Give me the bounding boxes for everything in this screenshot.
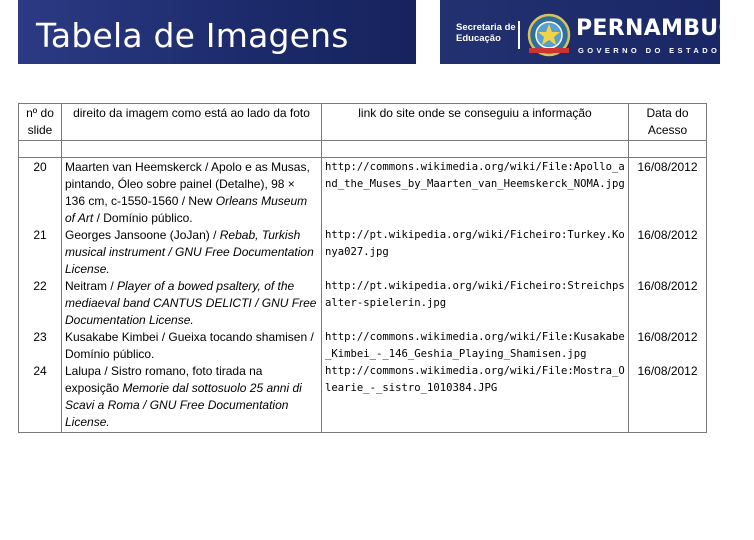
column-header-date: Data do Acesso (629, 104, 707, 141)
brand-name: PERNAMBUCO (576, 16, 754, 41)
date-cell (629, 158, 707, 433)
rights-text: Georges Jansoone (JoJan) / (65, 228, 220, 242)
rights-text: Maarten van Heemskerck / Apolo e as Musas, pintando, Óleo sobre painel (Detalhe), 98 × 136 cm, c-1550-1560 / New (65, 160, 310, 208)
rights-text-italic: Rebab, Turkish musical instrument / GNU Free Documentation License. (65, 228, 314, 276)
source-link[interactable]: http://pt.wikipedia.org/wiki/Ficheiro:Streichpsalter-spielerin.jpg (325, 280, 625, 309)
access-date: 16/08/2012 (637, 364, 698, 378)
source-link[interactable]: http://pt.wikipedia.org/wiki/Ficheiro:Turkey.Konya027.jpg (325, 229, 625, 258)
source-link[interactable]: http://commons.wikimedia.org/wiki/File:Mostra_Olearie_-_sistro_1010384.JPG (325, 365, 625, 394)
slide-numbers-cell (19, 158, 62, 433)
rights-text: / Domínio público. (93, 211, 193, 225)
slide-number: 23 (33, 330, 47, 344)
logo-divider (518, 21, 520, 49)
page-title: Tabela de Imagens (36, 16, 349, 55)
slide-number: 20 (33, 160, 47, 174)
rights-text: Lalupa / Sistro romano, foto tirada na exposição (65, 364, 263, 395)
access-date: 16/08/2012 (637, 279, 698, 293)
rights-text-italic: Orleans Museum of Art (65, 194, 308, 225)
access-date: 16/08/2012 (637, 160, 698, 174)
rights-cell (62, 158, 322, 433)
slide-number: 24 (33, 364, 47, 378)
slide-number: 22 (33, 279, 47, 293)
access-date: 16/08/2012 (637, 330, 698, 344)
slide-number: 21 (33, 228, 47, 242)
access-date: 16/08/2012 (637, 228, 698, 242)
secretaria-line-1: Secretaria de (456, 22, 516, 33)
spacer-cell (629, 141, 707, 158)
rights-entry (65, 363, 318, 431)
table-header-row (19, 104, 707, 141)
rights-entry (65, 159, 318, 227)
secretaria-line-2: Educação (456, 33, 501, 44)
column-header-slide: nº do slide (19, 104, 62, 141)
rights-text-italic: Memorie dal sottosuolo 25 anni di Scavi a Roma / GNU Free Documentation License. (65, 381, 302, 429)
table-body-row (19, 158, 707, 433)
rights-text: Kusakabe Kimbei / Gueixa tocando shamisen / Domínio público. (65, 330, 314, 361)
images-table (18, 103, 707, 433)
column-header-rights: direito da imagem como está ao lado da foto (62, 104, 322, 141)
column-header-link: link do site onde se conseguiu a informação (322, 104, 629, 141)
spacer-cell (19, 141, 62, 158)
brand-subtitle: GOVERNO DO ESTADO (578, 46, 721, 55)
pernambuco-crest-icon (526, 12, 572, 58)
rights-entry (65, 329, 318, 363)
rights-text: Neitram / (65, 279, 118, 293)
table-spacer-row (19, 141, 707, 158)
rights-entry (65, 227, 318, 278)
slide-header (0, 0, 754, 70)
rights-entry (65, 278, 318, 329)
secretaria-label (456, 22, 522, 44)
spacer-cell (322, 141, 629, 158)
rights-text-italic: Player of a bowed psaltery, of the mediaeval band CANTUS DELICTI / GNU Free Documentation License. (65, 279, 317, 327)
spacer-cell (62, 141, 322, 158)
government-logo (446, 8, 754, 64)
source-link[interactable]: http://commons.wikimedia.org/wiki/File:Apollo_and_the_Muses_by_Maarten_van_Heemskerck_NOMA.jpg (325, 161, 625, 190)
source-link[interactable]: http://commons.wikimedia.org/wiki/File:Kusakabe_Kimbei_-_146_Geshia_Playing_Shamisen.jpg (325, 331, 625, 360)
link-cell (322, 158, 629, 433)
